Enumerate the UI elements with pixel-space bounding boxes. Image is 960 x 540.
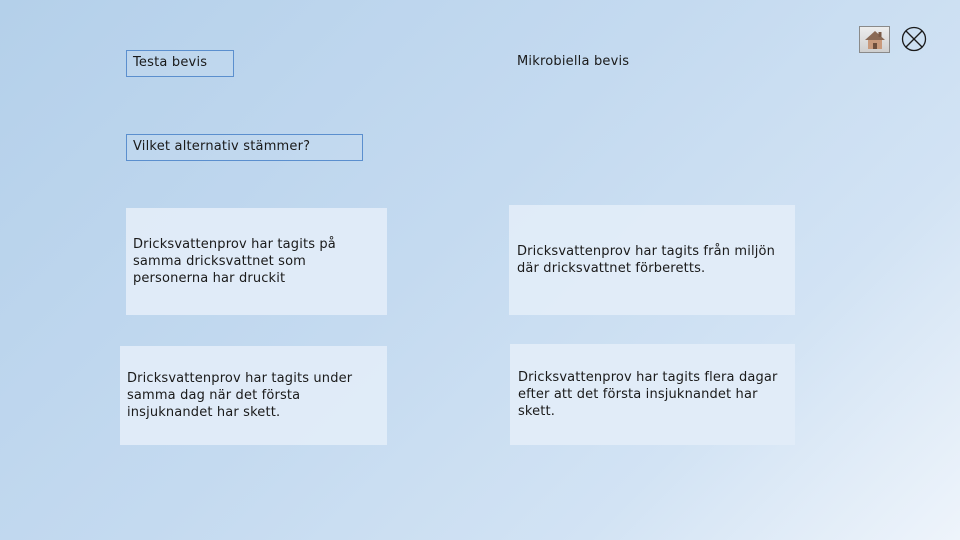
question-label: Vilket alternativ stämmer? — [126, 134, 363, 161]
answer-option-1-text: Dricksvattenprov har tagits på samma dricksvattnet som personerna har druckit — [133, 237, 336, 286]
answer-option-2[interactable] — [509, 205, 795, 315]
answer-option-4-text: Dricksvattenprov har tagits flera dagar efter att det första insjuknandet har skett. — [518, 370, 778, 419]
close-circle-x-icon — [901, 26, 927, 52]
answer-option-3[interactable] — [120, 346, 387, 445]
answer-option-3-text: Dricksvattenprov har tagits under samma dag när det första insjuknandet har skett. — [127, 371, 353, 420]
page-title: Testa bevis — [126, 50, 234, 77]
section-subtitle: Mikrobiella bevis — [517, 54, 630, 69]
close-button[interactable] — [901, 26, 927, 52]
home-button[interactable] — [859, 26, 890, 53]
answer-option-1[interactable] — [126, 208, 387, 315]
answer-option-4[interactable] — [510, 344, 795, 445]
answer-option-2-text: Dricksvattenprov har tagits från miljön där dricksvattnet förberetts. — [517, 244, 776, 276]
home-icon — [863, 29, 887, 51]
